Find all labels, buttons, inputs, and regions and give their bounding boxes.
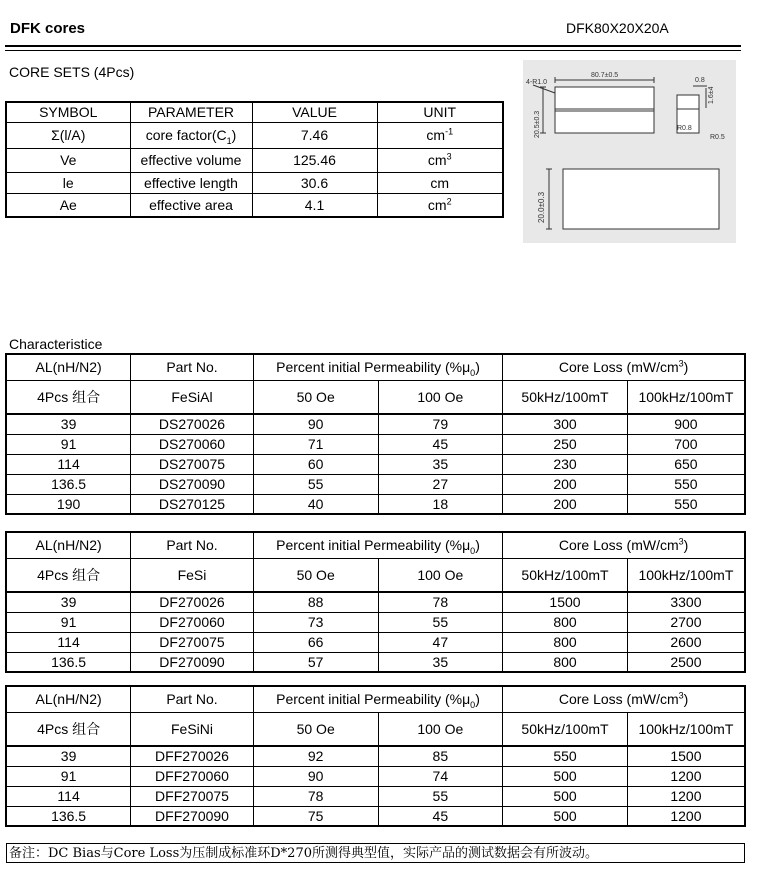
loss-100khz: 1200 [627, 786, 745, 806]
part-number: DF270026 [131, 592, 254, 612]
unit-cell: $cm^{-1}$ [377, 122, 503, 148]
drawing-label: 20.5±0.3 [534, 110, 541, 138]
characteristics-title: Characteristice [9, 336, 103, 352]
table-row [6, 434, 745, 454]
perm-50oe: 60 [253, 454, 378, 474]
col-header-50khz: 50kHz/100mT [503, 712, 628, 746]
perm-50oe: 75 [253, 806, 378, 826]
loss-100khz: 1500 [627, 746, 745, 766]
al-value: 39 [6, 592, 131, 612]
part-number: DS270075 [131, 454, 254, 474]
loss-50khz: 300 [503, 414, 628, 434]
al-value: 91 [6, 766, 131, 786]
part-number: DFF270026 [131, 746, 254, 766]
value-cell: 4.1 [252, 193, 377, 217]
symbol-cell: Ae [6, 193, 130, 217]
col-header-al: AL(nH/N2) [6, 532, 131, 558]
loss-50khz: 500 [503, 766, 628, 786]
drawing-label: 0.8 [695, 77, 705, 84]
col-header-100oe: 100 Oe [378, 558, 503, 592]
loss-100khz: 2700 [627, 612, 745, 632]
col-header-100oe: 100 Oe [378, 380, 503, 414]
parameter-cell: effective volume [130, 148, 252, 172]
part-number: DS270026 [131, 414, 254, 434]
col-header-permeability: Percent initial Permeability $(\%\mu_0)$ [253, 686, 502, 712]
col-header-100khz: 100kHz/100mT [627, 558, 745, 592]
table-row [6, 786, 745, 806]
col-header-100oe: 100 Oe [378, 712, 503, 746]
perm-100oe: 55 [378, 786, 503, 806]
core-dimension-drawing [523, 60, 736, 243]
table-row [6, 494, 745, 514]
parameter-cell: effective length [130, 172, 252, 193]
combo-label: 4Pcs 组合 [6, 380, 131, 414]
col-header-permeability: Percent initial Permeability $(\%\mu_0)$ [253, 532, 502, 558]
drawing-label: 4-R1.0 [526, 79, 548, 86]
perm-50oe: 90 [253, 414, 378, 434]
col-header-50oe: 50 Oe [253, 558, 378, 592]
perm-100oe: 47 [378, 632, 503, 652]
loss-50khz: 200 [503, 494, 628, 514]
loss-100khz: 3300 [627, 592, 745, 612]
material-table-fesini [5, 685, 746, 827]
parameter-cell: core $factor(C_1)$ [130, 122, 252, 148]
loss-50khz: 800 [503, 652, 628, 672]
al-value: 114 [6, 632, 131, 652]
table-row [6, 652, 745, 672]
al-value: 39 [6, 414, 131, 434]
material-table-fesi [5, 531, 746, 673]
header-rule-thin [5, 50, 741, 51]
col-header-parameter: PARAMETER [130, 102, 252, 122]
table-row [6, 806, 745, 826]
drawing-label: R0.5 [710, 134, 725, 141]
symbol-cell: Ve [6, 148, 130, 172]
col-header-unit: UNIT [377, 102, 503, 122]
table-row [6, 766, 745, 786]
table-row [6, 746, 745, 766]
drawing-label: 20.0±0.3 [537, 191, 546, 223]
col-header-al: AL(nH/N2) [6, 686, 131, 712]
part-number: DFF270090 [131, 806, 254, 826]
perm-100oe: 27 [378, 474, 503, 494]
perm-100oe: 79 [378, 414, 503, 434]
loss-100khz: 650 [627, 454, 745, 474]
core-parameters-table [5, 101, 504, 218]
parameter-cell: effective area [130, 193, 252, 217]
col-header-value: VALUE [252, 102, 377, 122]
perm-50oe: 55 [253, 474, 378, 494]
table-row [6, 454, 745, 474]
perm-100oe: 45 [378, 806, 503, 826]
perm-100oe: 55 [378, 612, 503, 632]
unit-cell: $cm^2$ [377, 193, 503, 217]
drawing-label: R0.8 [677, 125, 692, 132]
part-number: DF270060 [131, 612, 254, 632]
part-number: DFF270060 [131, 766, 254, 786]
perm-100oe: 18 [378, 494, 503, 514]
perm-50oe: 90 [253, 766, 378, 786]
col-header-50khz: 50kHz/100mT [503, 380, 628, 414]
loss-50khz: 230 [503, 454, 628, 474]
al-value: 39 [6, 746, 131, 766]
loss-100khz: 700 [627, 434, 745, 454]
perm-50oe: 88 [253, 592, 378, 612]
material-name: FeSiNi [131, 712, 254, 746]
loss-100khz: 1200 [627, 766, 745, 786]
loss-100khz: 900 [627, 414, 745, 434]
symbol-cell: le [6, 172, 130, 193]
part-number: DS270090 [131, 474, 254, 494]
perm-50oe: 71 [253, 434, 378, 454]
loss-50khz: 800 [503, 632, 628, 652]
col-header-permeability: Percent initial Permeability $(\%\mu_0)$ [253, 354, 502, 380]
al-value: 190 [6, 494, 131, 514]
perm-100oe: 35 [378, 652, 503, 672]
value-cell: 30.6 [252, 172, 377, 193]
perm-50oe: 66 [253, 632, 378, 652]
perm-100oe: 45 [378, 434, 503, 454]
unit-cell: cm [377, 172, 503, 193]
col-header-100khz: 100kHz/100mT [627, 380, 745, 414]
drawing-label: 80.7±0.5 [591, 72, 619, 79]
col-header-core-loss: Core Loss $(mW/cm^3)$ [503, 354, 745, 380]
core-sets-title: CORE SETS (4Pcs) [9, 64, 135, 80]
product-code: DFK80X20X20A [566, 20, 669, 36]
al-value: 114 [6, 786, 131, 806]
part-number: DS270060 [131, 434, 254, 454]
col-header-part: Part No. [131, 686, 254, 712]
al-value: 91 [6, 434, 131, 454]
loss-50khz: 500 [503, 806, 628, 826]
drawing-label: 1.6±4 [708, 86, 715, 104]
symbol-cell: Σ(l/A) [6, 122, 130, 148]
part-number: DFF270075 [131, 786, 254, 806]
col-header-100khz: 100kHz/100mT [627, 712, 745, 746]
loss-50khz: 550 [503, 746, 628, 766]
al-value: 91 [6, 612, 131, 632]
part-number: DF270090 [131, 652, 254, 672]
al-value: 114 [6, 454, 131, 474]
material-name: FeSi [131, 558, 254, 592]
value-cell: 7.46 [252, 122, 377, 148]
loss-100khz: 550 [627, 494, 745, 514]
table-row [6, 592, 745, 612]
table-row [6, 474, 745, 494]
col-header-50oe: 50 Oe [253, 380, 378, 414]
table-row [6, 632, 745, 652]
footnote: 备注：DC Bias与Core Loss为压制成标准环D*270所测得典型值，实际产品的测试数据会有所波动。 [6, 843, 745, 863]
col-header-core-loss: Core Loss $(mW/cm^3)$ [503, 532, 745, 558]
col-header-50khz: 50kHz/100mT [503, 558, 628, 592]
loss-100khz: 2600 [627, 632, 745, 652]
perm-50oe: 92 [253, 746, 378, 766]
al-value: 136.5 [6, 652, 131, 672]
header-rule [5, 45, 741, 47]
perm-100oe: 74 [378, 766, 503, 786]
col-header-al: AL(nH/N2) [6, 354, 131, 380]
document-title: DFK cores [10, 20, 86, 37]
unit-cell: $cm^3$ [377, 148, 503, 172]
perm-100oe: 35 [378, 454, 503, 474]
perm-100oe: 85 [378, 746, 503, 766]
combo-label: 4Pcs 组合 [6, 712, 131, 746]
material-name: FeSiAl [131, 380, 254, 414]
value-cell: 125.46 [252, 148, 377, 172]
loss-100khz: 2500 [627, 652, 745, 672]
loss-50khz: 1500 [503, 592, 628, 612]
part-number: DS270125 [131, 494, 254, 514]
perm-100oe: 78 [378, 592, 503, 612]
col-header-part: Part No. [131, 532, 254, 558]
al-value: 136.5 [6, 474, 131, 494]
table-row [6, 612, 745, 632]
table-row [6, 414, 745, 434]
loss-100khz: 1200 [627, 806, 745, 826]
perm-50oe: 73 [253, 612, 378, 632]
perm-50oe: 40 [253, 494, 378, 514]
loss-50khz: 500 [503, 786, 628, 806]
loss-50khz: 250 [503, 434, 628, 454]
perm-50oe: 78 [253, 786, 378, 806]
loss-50khz: 800 [503, 612, 628, 632]
combo-label: 4Pcs 组合 [6, 558, 131, 592]
perm-50oe: 57 [253, 652, 378, 672]
al-value: 136.5 [6, 806, 131, 826]
loss-100khz: 550 [627, 474, 745, 494]
col-header-core-loss: Core Loss $(mW/cm^3)$ [503, 686, 745, 712]
loss-50khz: 200 [503, 474, 628, 494]
part-number: DF270075 [131, 632, 254, 652]
material-table-fesial [5, 353, 746, 515]
col-header-part: Part No. [131, 354, 254, 380]
col-header-50oe: 50 Oe [253, 712, 378, 746]
col-header-symbol: SYMBOL [6, 102, 130, 122]
